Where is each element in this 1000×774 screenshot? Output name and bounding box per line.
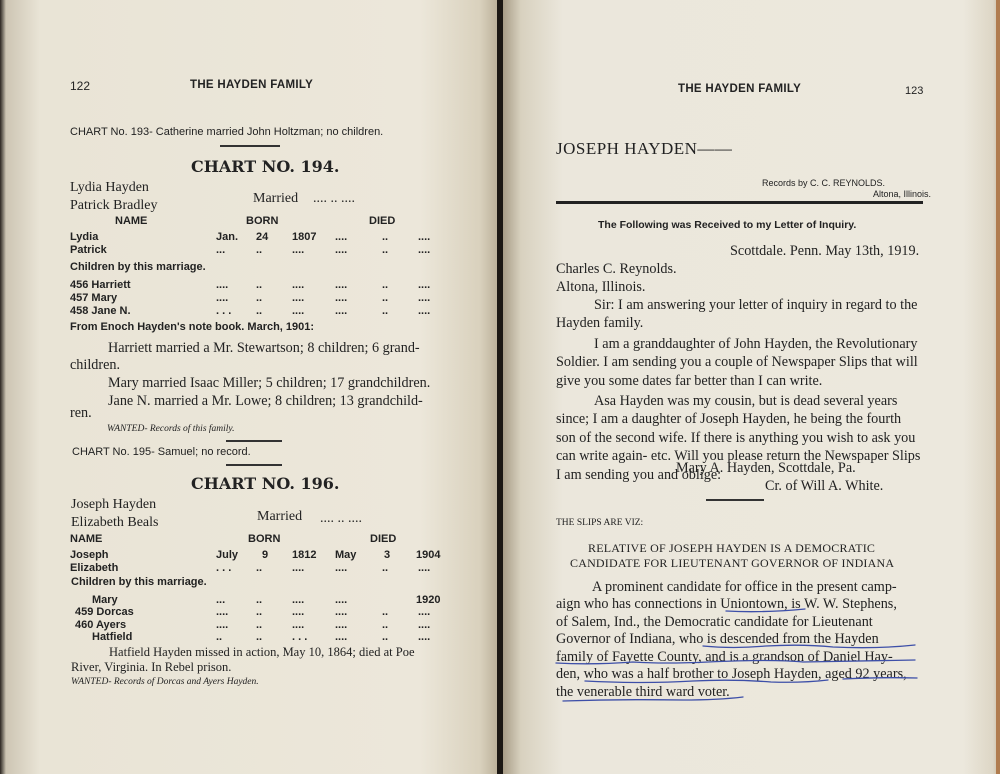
chart-196-note-line: Hatfield Hayden missed in action, May 10, 1864; died at Poe	[109, 645, 415, 659]
table-row: 459 Dorcas .... .. .... .... .. ....	[75, 606, 431, 618]
chart-194-married-label: Married	[253, 191, 299, 206]
chart-194-header-name: NAME	[115, 215, 148, 227]
chart-196-husband: Joseph Hayden	[71, 497, 157, 512]
running-head-right: THE HAYDEN FAMILY	[678, 83, 802, 95]
letter-paragraph: Asa Hayden was my cousin, but is dead several years since; I am a daughter of Joseph Hayden, he being the fourth son of the second wife. If there is anything you wish to ask you can write again- etc. Will you please return the Newspaper Slips I am sending you and oblige:	[556, 393, 921, 483]
chart-194-note-heading: From Enoch Hayden's note book. March, 1901:	[70, 321, 315, 333]
running-head-left: THE HAYDEN FAMILY	[190, 79, 314, 91]
chart-194-husband: Lydia Hayden	[70, 180, 149, 195]
slip-line: of Salem, Ind., the Democratic candidate for Lieutenant	[556, 614, 873, 630]
chart-194-note-line: Jane N. married a Mr. Lowe; 8 children; 13 grandchild-	[108, 393, 423, 409]
table-row: Joseph July 9 1812 May 3 1904	[70, 549, 441, 561]
letter-signature-note: Cr. of Will A. White.	[765, 478, 884, 494]
letter-addressee: Charles C. Reynolds.	[556, 261, 677, 277]
slip-headline: RELATIVE OF JOSEPH HAYDEN IS A DEMOCRATIC	[588, 541, 876, 555]
divider	[226, 440, 282, 442]
slips-label: THE SLIPS ARE VIZ:	[556, 518, 644, 528]
table-row: 457 Mary .... .. .... .... .. ....	[70, 292, 431, 304]
slip-line: aign who has connections in Uniontown, is W. W. Stephens,	[556, 596, 897, 612]
ink-underline-marks	[503, 0, 1000, 774]
page-number-right: 123	[905, 85, 924, 97]
chart-196-married-label: Married	[257, 509, 303, 524]
chart-196-wanted: WANTED- Records of Dorcas and Ayers Hayden.	[71, 677, 259, 687]
page-number-left: 122	[70, 79, 91, 93]
letter-addressee-place: Altona, Illinois.	[556, 279, 646, 295]
chart-196-header-died: DIED	[370, 533, 397, 545]
divider	[226, 464, 282, 466]
chart-196-title: CHART NO. 196.	[191, 474, 340, 493]
slip-line: family of Fayette County, and is a grandson of Daniel Hay-	[556, 649, 893, 665]
chart-194-header-born: BORN	[246, 215, 279, 227]
letter-signature: Mary A. Hayden, Scottdale, Pa.	[676, 460, 856, 476]
slip-line: den, who was a half brother to Joseph Hayden, aged 92 years,	[556, 666, 907, 682]
chart-194-wife: Patrick Bradley	[70, 198, 158, 213]
records-by-place: Altona, Illinois.	[873, 189, 932, 199]
table-row: 458 Jane N. . . . .. .... .... .. ....	[70, 305, 431, 317]
chart-194-title: CHART NO. 194.	[191, 157, 340, 176]
chart-194-header-died: DIED	[369, 215, 396, 227]
chart-194-note-line: children.	[70, 357, 121, 373]
slip-headline: CANDIDATE FOR LIEUTENANT GOVERNOR OF INDIANA	[570, 556, 895, 570]
table-row: Lydia Jan. 24 1807 .... .. ....	[70, 231, 431, 243]
chart-196-wife: Elizabeth Beals	[71, 515, 159, 530]
chart-194-note-line: ren.	[70, 405, 92, 421]
chart-193-line: CHART No. 193- Catherine married John Holtzman; no children.	[70, 126, 384, 138]
table-row: Elizabeth . . . .. .... .... .. ....	[70, 562, 431, 574]
chart-196-header-born: BORN	[248, 533, 281, 545]
slip-line: A prominent candidate for office in the present camp-	[592, 579, 897, 595]
chart-194-note-line: Harriett married a Mr. Stewartson; 8 children; 6 grand-	[108, 340, 420, 356]
slip-line: Governor of Indiana, who is descended from the Hayden	[556, 631, 879, 647]
letter-paragraph: I am a granddaughter of John Hayden, the Revolutionary Soldier. I am sending you a couple of Newspaper Slips that will give you some dates far better than I can write.	[556, 335, 918, 389]
right-page	[503, 0, 1000, 774]
table-row: Mary ... .. .... .... 1920	[92, 594, 441, 606]
chart-195-line: CHART No. 195- Samuel; no record.	[72, 446, 251, 458]
chart-194-wanted: WANTED- Records of this family.	[107, 424, 235, 434]
chart-194-children-label: Children by this marriage.	[70, 261, 206, 273]
table-row: Patrick ... .. .... .... .. ....	[70, 244, 431, 256]
section-heading: JOSEPH HAYDEN——	[556, 139, 733, 158]
chart-196-header-name: NAME	[70, 533, 103, 545]
chart-194-married-date: .... .. ....	[313, 191, 355, 206]
chart-194-note-line: Mary married Isaac Miller; 5 children; 17 grandchildren.	[108, 375, 431, 391]
table-row: 460 Ayers .... .. .... .... .. ....	[75, 619, 431, 631]
divider	[220, 145, 280, 147]
letter-date: Scottdale. Penn. May 13th, 1919.	[730, 243, 920, 259]
chart-196-note-line: River, Virginia. In Rebel prison.	[71, 660, 232, 674]
letter-intro: The Following was Received to my Letter of Inquiry.	[598, 219, 857, 231]
chart-196-married-date: .... .. ....	[320, 511, 362, 526]
table-row: 456 Harriett .... .. .... .... .. ....	[70, 279, 431, 291]
records-by: Records by C. C. REYNOLDS.	[762, 178, 886, 188]
slip-line: the venerable third ward voter.	[556, 684, 730, 700]
table-row: Hatfield .. .. . . . .... .. ....	[92, 631, 431, 643]
chart-196-children-label: Children by this marriage.	[71, 576, 207, 588]
letter-paragraph: Sir: I am answering your letter of inquiry in regard to the Hayden family.	[556, 297, 918, 332]
